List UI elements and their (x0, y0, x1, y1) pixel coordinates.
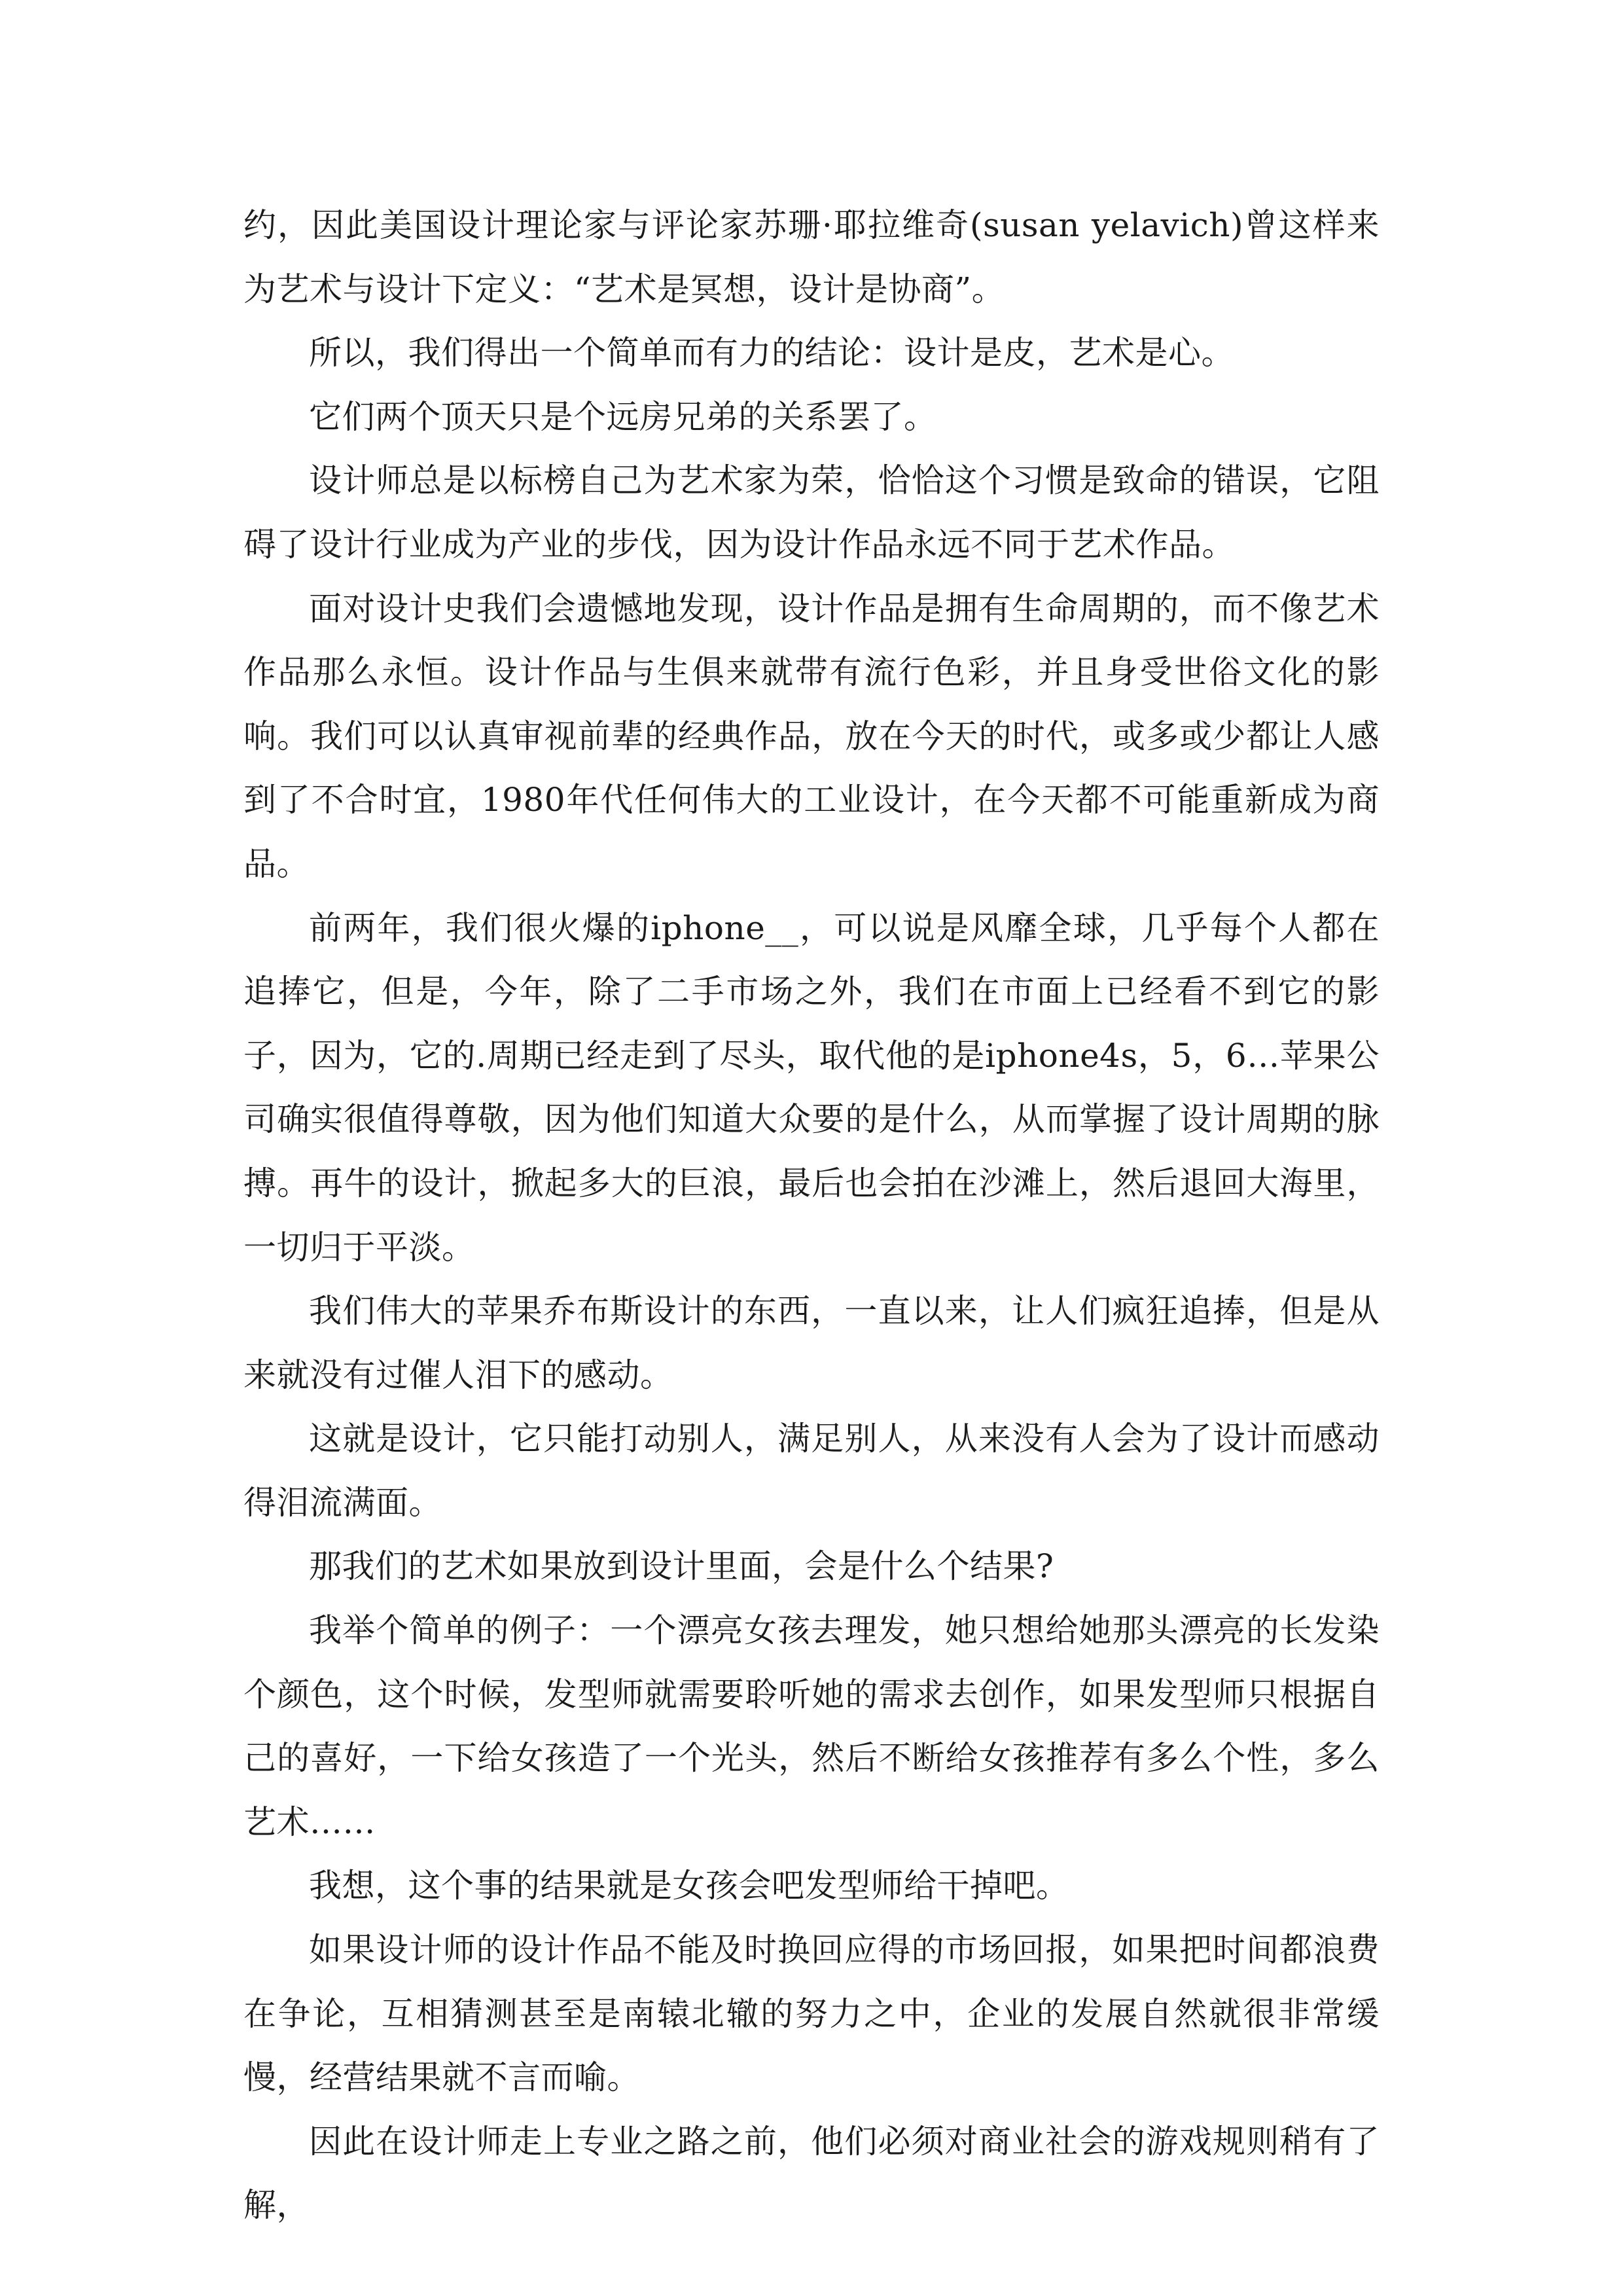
paragraph-4: 设计师总是以标榜自己为艺术家为荣，恰恰这个习惯是致命的错误，它阻碍了设计行业成为产业的步伐，因为设计作品永远不同于艺术作品。 (243, 461, 1380, 564)
paragraph-12: 如果设计师的设计作品不能及时换回应得的市场回报，如果把时间都浪费在争论，互相猜测甚至是南辕北辙的努力之中，企业的发展自然就很非常缓慢，经营结果就不言而喻。 (243, 1931, 1380, 2097)
paragraph-3: 它们两个顶天只是个远房兄弟的关系罢了。 (309, 397, 937, 436)
paragraph-13: 因此在设计师走上专业之路之前，他们必须对商业社会的游戏规则稍有了解， (243, 2122, 1380, 2225)
paragraph-8: 这就是设计，它只能打动别人，满足别人，从来没有人会为了设计而感动得泪流满面。 (243, 1420, 1380, 1522)
paragraph-10: 我举个简单的例子：一个漂亮女孩去理发，她只想给她那头漂亮的长发染个颜色，这个时候，发型师就需要聆听她的需求去创作，如果发型师只根据自己的喜好，一下给女孩造了一个光头，然后不断给女孩推荐有多么个性，多么艺术…… (243, 1611, 1380, 1841)
body-text (243, 194, 1380, 2238)
paragraph-1: 约，因此美国设计理论家与评论家苏珊·耶拉维奇(susan yelavich)曾这样来为艺术与设计下定义：“艺术是冥想，设计是协商”。 (243, 206, 1380, 308)
paragraph-5: 面对设计史我们会遗憾地发现，设计作品是拥有生命周期的，而不像艺术作品那么永恒。设计作品与生俱来就带有流行色彩，并且身受世俗文化的影响。我们可以认真审视前辈的经典作品，放在今天的时代，或多或少都让人感到了不合时宜，1980年代任何伟大的工业设计，在今天都不可能重新成为商品。 (243, 589, 1380, 883)
paragraph-7: 我们伟大的苹果乔布斯设计的东西，一直以来，让人们疯狂追捧，但是从来就没有过催人泪下的感动。 (243, 1292, 1380, 1394)
paragraph-11: 我想，这个事的结果就是女孩会吧发型师给干掉吧。 (309, 1867, 1069, 1905)
paragraph-6: 前两年，我们很火爆的iphone__，可以说是风靡全球，几乎每个人都在追捧它，但是，今年，除了二手市场之外，我们在市面上已经看不到它的影子，因为，它的.周期已经走到了尽头，取代他的是iphone4s，5，6…苹果公司确实很值得尊敬，因为他们知道大众要的是什么，从而掌握了设计周期的脉搏。再牛的设计，掀起多大的巨浪，最后也会拍在沙滩上，然后退回大海里，一切归于平淡。 (243, 908, 1380, 1266)
paragraph-2: 所以，我们得出一个简单而有力的结论：设计是皮，艺术是心。 (309, 334, 1234, 372)
paragraph-9: 那我们的艺术如果放到设计里面，会是什么个结果? (309, 1547, 1054, 1586)
